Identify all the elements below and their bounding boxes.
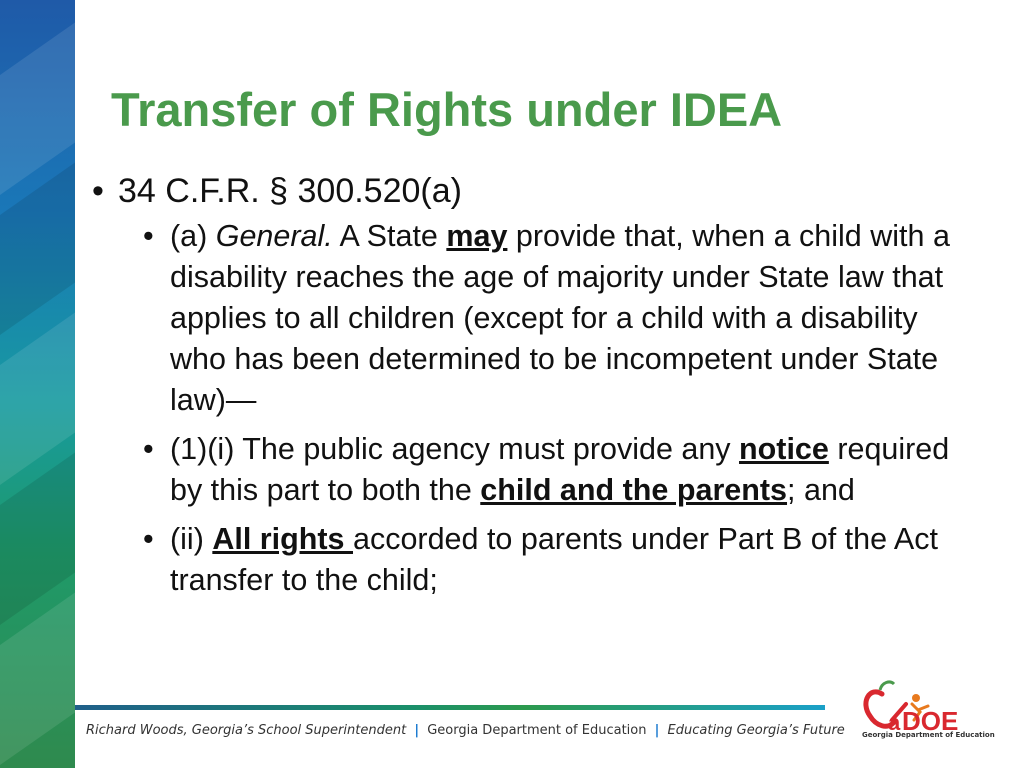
- text-part: A State: [332, 219, 447, 253]
- slide-content: [92, 170, 992, 609]
- bullet-dot: •: [143, 432, 154, 466]
- text-part: ; and: [787, 473, 855, 507]
- footer-superintendent: Richard Woods, Georgia’s School Superintendent: [86, 723, 407, 738]
- text-part: provide that, when a child with a disability reaches the age of majority under State law that applies to all children (except for a child with a disability who has been determined to be incompetent under State law)—: [170, 219, 950, 417]
- text-part: (ii): [170, 522, 213, 556]
- slide-title: Transfer of Rights under IDEA: [111, 83, 783, 136]
- svg-text:a: a: [888, 710, 901, 735]
- bullet-citation: [92, 170, 992, 212]
- footer-divider: [75, 705, 825, 710]
- footer-department: Georgia Department of Education: [427, 723, 647, 738]
- sub-bullet-rights: [143, 519, 970, 601]
- emphasis-child-and-parents: child and the parents: [480, 473, 788, 507]
- sub-bullet-notice: [143, 429, 970, 511]
- logo-subtitle: Georgia Department of Education: [862, 731, 995, 739]
- text-general: General.: [215, 219, 333, 253]
- emphasis-all-rights: All rights: [212, 522, 353, 556]
- bullet-dot: •: [92, 172, 104, 210]
- emphasis-notice: notice: [739, 432, 829, 466]
- footer-separator: |: [414, 723, 420, 738]
- svg-text:DOE: DOE: [902, 706, 959, 736]
- text-part: required by this part to both the: [170, 432, 950, 507]
- citation-text: 34 C.F.R. § 300.520(a): [118, 172, 462, 210]
- footer-separator: |: [654, 723, 660, 738]
- bullet-dot: •: [143, 522, 154, 556]
- text-prefix: (a): [170, 219, 216, 253]
- text-part: (1)(i) The public agency must provide any: [170, 432, 740, 466]
- sub-bullet-general: [143, 216, 970, 421]
- footer-motto: Educating Georgia’s Future: [667, 723, 845, 738]
- emphasis-may: may: [446, 219, 508, 253]
- text-part: accorded to parents under Part B of the Act transfer to the child;: [170, 522, 938, 597]
- footer: [86, 723, 845, 738]
- bullet-dot: •: [143, 219, 154, 253]
- decorative-side-bar: [0, 0, 75, 768]
